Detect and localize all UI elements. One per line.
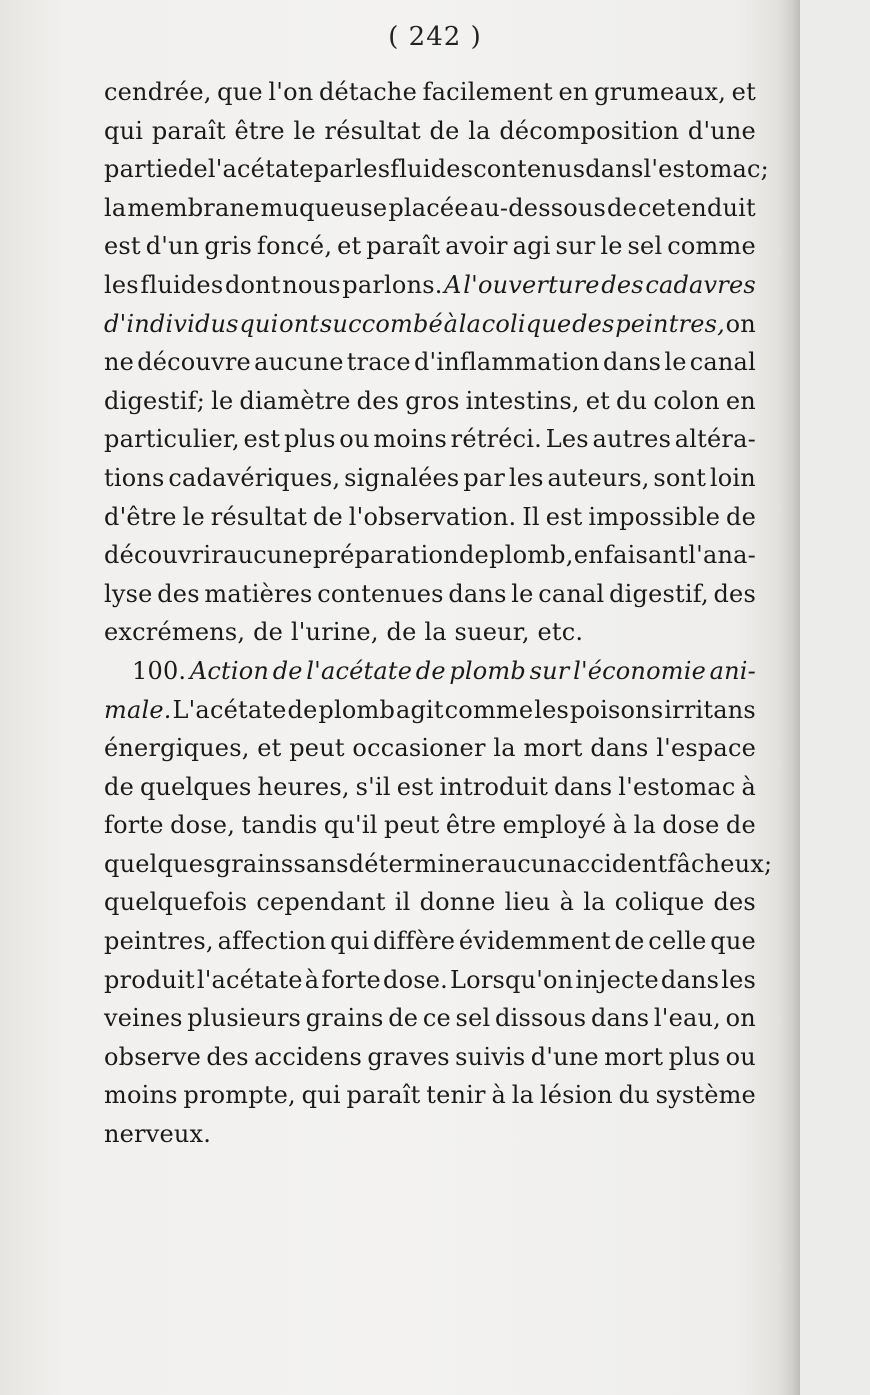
word: l'eau, <box>653 1004 721 1033</box>
text-line <box>104 1076 756 1115</box>
word: l'acétate <box>207 155 314 184</box>
word: la <box>424 618 447 647</box>
word: parlons. <box>342 270 443 299</box>
word: l'urine, <box>290 618 379 647</box>
word: de <box>253 618 284 647</box>
word: tenir <box>426 1081 486 1110</box>
word: ont <box>279 309 320 338</box>
word: d'inflammation <box>413 348 600 377</box>
word: colique <box>614 888 705 917</box>
word: celle <box>648 927 707 956</box>
word: particulier, <box>104 425 240 454</box>
word: digestif, <box>609 579 709 608</box>
word: ou <box>339 425 370 454</box>
word: agit <box>395 695 444 724</box>
word: ne <box>104 348 135 377</box>
word: grains <box>215 849 294 878</box>
word: cendrée, <box>104 78 212 106</box>
word: d'être <box>104 502 177 531</box>
word: à <box>741 772 756 801</box>
text-line <box>104 999 756 1038</box>
text-line <box>104 266 756 305</box>
word: être <box>234 116 285 145</box>
word: préparation <box>312 541 459 570</box>
word: système <box>655 1081 756 1110</box>
word: L'acétate <box>172 695 287 724</box>
word: par <box>313 155 356 184</box>
word: d'individus <box>104 309 239 338</box>
word: cadavres <box>645 270 756 299</box>
word: impossible <box>588 502 721 531</box>
word: A <box>444 270 462 299</box>
word: des <box>572 309 615 338</box>
word: est <box>545 502 583 531</box>
word: et <box>337 232 362 261</box>
word: aucune <box>254 348 344 377</box>
word: l'estomac <box>618 772 736 801</box>
word: peintres, <box>615 309 725 338</box>
word: ou <box>725 1042 756 1071</box>
word: de <box>386 618 417 647</box>
word: des <box>713 888 756 917</box>
word: les <box>534 695 569 724</box>
word: s'il <box>355 772 391 801</box>
word: loin <box>709 463 756 492</box>
word: plus <box>283 425 336 454</box>
word: dose. <box>383 965 448 994</box>
text-line <box>104 536 756 575</box>
word: dont <box>224 270 281 299</box>
word: plusieurs <box>187 1004 302 1033</box>
word: diffère <box>373 927 456 956</box>
word: quelquefois <box>104 888 248 917</box>
word: que <box>217 78 263 106</box>
text-line <box>104 112 756 151</box>
word: la <box>583 888 606 917</box>
word: facilement <box>422 78 553 106</box>
word: employé <box>502 811 607 840</box>
word: contenus <box>473 155 586 184</box>
word: canal <box>689 348 756 377</box>
word: dans <box>585 155 644 184</box>
word: de <box>614 927 645 956</box>
word: injecte <box>575 965 659 994</box>
word: le <box>182 502 205 531</box>
word: accidens <box>254 1042 362 1071</box>
word: d'un <box>145 232 200 261</box>
word: cependant <box>256 888 386 917</box>
word: tandis <box>241 811 318 840</box>
word: en <box>558 78 589 106</box>
page-number: ( 242 ) <box>388 22 482 52</box>
word: aucune <box>223 541 313 570</box>
word: donne <box>419 888 496 917</box>
word: lésion <box>539 1081 613 1110</box>
word: et <box>257 734 282 763</box>
word: lyse <box>104 579 153 608</box>
word: etc. <box>537 618 584 647</box>
word: découvre <box>137 348 251 377</box>
word: la <box>633 811 656 840</box>
word: de <box>287 695 318 724</box>
word: des <box>206 1042 249 1071</box>
word: qui <box>301 1081 341 1110</box>
word: à <box>443 309 459 338</box>
word: évidemment <box>458 927 611 956</box>
word: de <box>725 811 756 840</box>
word: mort <box>604 1042 664 1071</box>
word: contenues <box>317 579 444 608</box>
word: le <box>511 579 534 608</box>
text-line <box>104 150 769 189</box>
word: l'espace <box>656 734 756 763</box>
text-line <box>104 691 756 730</box>
word: avoir <box>445 232 508 261</box>
word: comme <box>667 232 756 261</box>
word: les <box>508 463 544 492</box>
word: dans <box>448 579 507 608</box>
word: il <box>394 888 411 917</box>
word: muqueuse <box>260 193 388 222</box>
text-line <box>104 73 756 112</box>
word: affection <box>217 927 327 956</box>
word: cet <box>638 193 676 222</box>
word: la <box>493 734 516 763</box>
word: ce <box>422 1004 451 1033</box>
word: paraît <box>346 1081 421 1110</box>
word: qui <box>330 927 370 956</box>
word: que <box>710 927 756 956</box>
word: enduit <box>676 193 756 222</box>
word: résultat <box>210 502 308 531</box>
word: moins <box>104 1081 178 1110</box>
word: sur <box>555 232 596 261</box>
text-line <box>104 459 756 498</box>
word: la <box>468 116 491 145</box>
word: des <box>713 579 756 608</box>
word: foncé, <box>256 232 333 261</box>
text-line <box>104 652 756 691</box>
text-line <box>104 845 773 884</box>
word: altéra- <box>674 425 756 454</box>
word: de <box>429 116 460 145</box>
word: d'une <box>687 116 756 145</box>
word: découvrir <box>104 541 223 570</box>
text-line <box>104 382 756 421</box>
word: plus <box>668 1042 721 1071</box>
word: fluides <box>140 270 224 299</box>
word: au-dessous <box>469 193 607 222</box>
word: prompte, <box>183 1081 296 1110</box>
word: en <box>725 386 756 415</box>
word: trace <box>346 348 411 377</box>
word: la <box>458 309 482 338</box>
word: de <box>104 772 134 801</box>
word: des <box>356 386 400 415</box>
word: signalées <box>344 463 460 492</box>
word: est <box>243 425 281 454</box>
word: la <box>511 1081 535 1110</box>
word: de <box>388 1004 419 1033</box>
word: être <box>445 811 497 840</box>
text-line <box>104 768 756 807</box>
word: le <box>293 116 316 145</box>
word: Action <box>189 656 270 685</box>
word: aucun <box>487 849 563 878</box>
word: poisons <box>569 695 664 724</box>
word: l'ouverture <box>463 270 600 299</box>
word: male. <box>104 695 172 724</box>
word: quelques <box>104 849 216 878</box>
word: la <box>104 193 127 222</box>
word: peintres, <box>104 927 214 956</box>
word: fluides <box>390 155 474 184</box>
word: sueur, <box>454 618 530 647</box>
word: dans <box>590 1004 650 1033</box>
text-line <box>104 1115 756 1154</box>
word: l'observation. <box>348 502 517 531</box>
word: gros <box>405 386 460 415</box>
word: des <box>601 270 644 299</box>
word: de <box>177 155 208 184</box>
word: décomposition <box>499 116 680 145</box>
word: de <box>312 502 343 531</box>
word: et <box>585 386 610 415</box>
word: ani- <box>709 656 756 685</box>
word: irritans <box>664 695 756 724</box>
word: grumeaux, <box>594 78 727 106</box>
word: Lorsqu'on <box>450 965 574 994</box>
word: graves <box>367 1042 450 1071</box>
word: dissous <box>495 1004 587 1033</box>
text-line <box>104 729 756 768</box>
word: intestins, <box>465 386 580 415</box>
text-line <box>104 420 756 459</box>
word: placée <box>388 193 469 222</box>
word: par <box>463 463 506 492</box>
word: dans <box>660 965 720 994</box>
word: tions <box>104 463 165 492</box>
word: digestif; <box>104 386 206 415</box>
word: autres <box>592 425 672 454</box>
word: forte <box>321 965 381 994</box>
word: à <box>612 811 628 840</box>
word: les <box>104 270 139 299</box>
word: est <box>396 772 434 801</box>
word: déterminer <box>348 849 488 878</box>
text-line <box>104 961 756 1000</box>
word: dans <box>602 348 662 377</box>
word: à <box>491 1081 506 1110</box>
word: accident <box>562 849 668 878</box>
word: l'estomac; <box>643 155 769 184</box>
word: de <box>726 502 756 531</box>
text-line <box>104 498 756 537</box>
word: sel <box>455 1004 491 1033</box>
word: plomb, <box>489 541 574 570</box>
word: gris <box>204 232 252 261</box>
word: sans <box>293 849 349 878</box>
word: produit <box>104 965 195 994</box>
word: suivis <box>455 1042 526 1071</box>
word: forte <box>104 811 164 840</box>
word: faisant <box>604 541 689 570</box>
word: les <box>355 155 391 184</box>
word: paraît <box>366 232 441 261</box>
word: on <box>725 1004 756 1033</box>
word: excrémens, <box>104 618 246 647</box>
word: lieu <box>504 888 551 917</box>
word: Il <box>522 502 540 531</box>
word: sel <box>627 232 663 261</box>
word: diamètre <box>239 386 351 415</box>
word: l'économie <box>573 656 706 685</box>
word: observe <box>104 1042 201 1071</box>
word: de <box>458 541 489 570</box>
word: 100. <box>132 656 187 685</box>
word: les <box>721 965 756 994</box>
word: quelques <box>139 772 252 801</box>
text-line <box>104 305 756 344</box>
word: et <box>731 78 756 106</box>
word: veines <box>104 1004 183 1033</box>
word: fâcheux; <box>667 849 773 878</box>
word: on <box>725 309 756 338</box>
word: dose, <box>170 811 236 840</box>
text-line <box>104 189 756 228</box>
word: énergiques, <box>104 734 250 763</box>
word: rétréci. <box>450 425 543 454</box>
word: qu'il <box>323 811 378 840</box>
word: dans <box>554 772 613 801</box>
word: sont <box>653 463 707 492</box>
word: partie <box>104 155 178 184</box>
text-line <box>104 1038 756 1077</box>
word: plomb <box>449 656 526 685</box>
text-line <box>104 883 756 922</box>
body-text <box>104 73 773 1154</box>
word: canal <box>538 579 605 608</box>
word: cadavériques, <box>168 463 341 492</box>
word: dose <box>662 811 720 840</box>
word: le <box>211 386 234 415</box>
text-line <box>104 806 756 845</box>
word: de <box>272 656 303 685</box>
word: le <box>664 348 687 377</box>
word: du <box>618 1081 650 1110</box>
word: peut <box>289 734 345 763</box>
word: de <box>415 656 446 685</box>
word: agi <box>512 232 551 261</box>
word: dans <box>590 734 649 763</box>
word: résultat <box>324 116 421 145</box>
word: succombé <box>319 309 443 338</box>
word: l'acétate <box>306 656 413 685</box>
word: de <box>607 193 638 222</box>
word: des <box>157 579 200 608</box>
word: détache <box>318 78 417 106</box>
text-line <box>104 575 756 614</box>
word: le <box>600 232 623 261</box>
word: colon <box>653 386 720 415</box>
word: membrane <box>127 193 260 222</box>
word: nerveux. <box>104 1120 212 1149</box>
word: introduit <box>439 772 549 801</box>
text-line <box>104 922 756 961</box>
word: à <box>304 965 320 994</box>
word: du <box>616 386 648 415</box>
word: d'une <box>530 1042 599 1071</box>
word: peut <box>384 811 440 840</box>
word: occasioner <box>352 734 486 763</box>
word: comme <box>444 695 534 724</box>
word: colique <box>481 309 572 338</box>
word: qui <box>104 116 144 145</box>
word: mort <box>523 734 583 763</box>
word: grains <box>305 1004 384 1033</box>
word: l'ana- <box>688 541 756 570</box>
word: plomb <box>318 695 396 724</box>
word: moins <box>373 425 447 454</box>
word: Les <box>545 425 589 454</box>
word: en <box>573 541 604 570</box>
word: paraît <box>151 116 226 145</box>
word: heures, <box>257 772 350 801</box>
word: auteurs, <box>547 463 650 492</box>
word: nous <box>282 270 341 299</box>
word: l'on <box>268 78 314 106</box>
word: matières <box>204 579 313 608</box>
word: est <box>104 232 141 261</box>
word: qui <box>239 309 279 338</box>
text-line <box>104 343 756 382</box>
page-edge-shadow <box>778 0 800 1395</box>
text-line <box>104 227 756 266</box>
text-line <box>104 613 756 652</box>
word: l'acétate <box>196 965 303 994</box>
word: à <box>559 888 575 917</box>
word: sur <box>529 656 570 685</box>
